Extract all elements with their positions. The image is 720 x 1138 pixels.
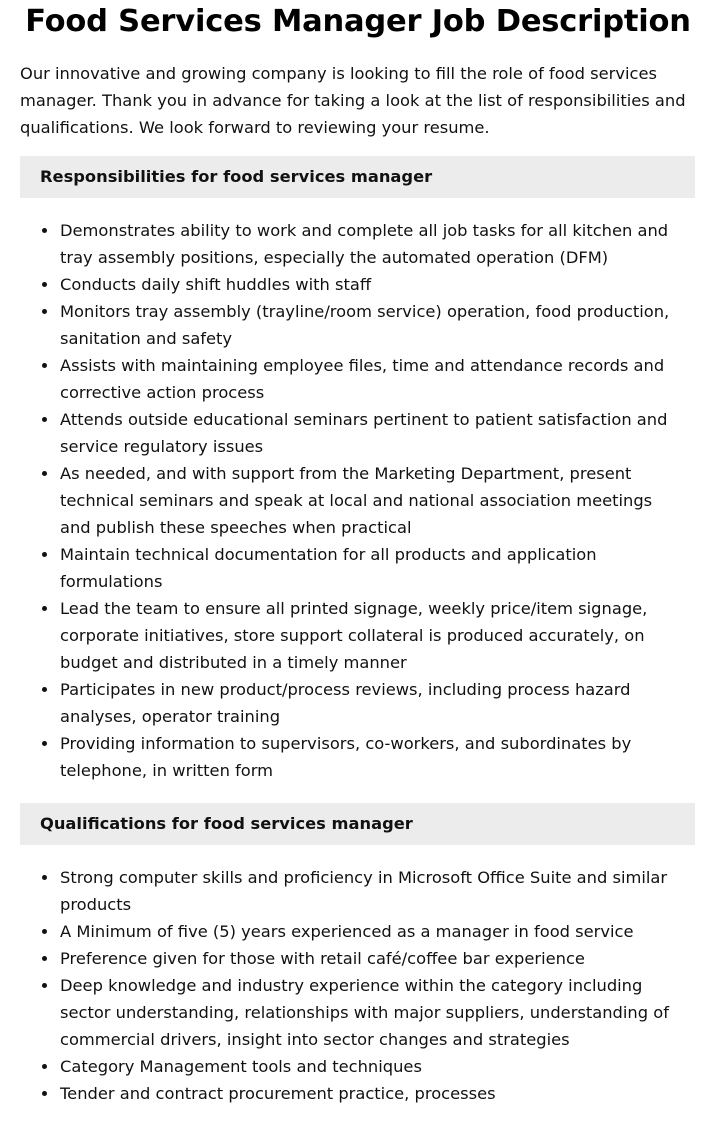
list-item: Deep knowledge and industry experience within the category including sector understanding, relationships with major suppliers, understanding of commercial drivers, insight into sector changes and strategies — [20, 972, 695, 1053]
list-item: Conducts daily shift huddles with staff — [20, 271, 695, 298]
list-item: Category Management tools and techniques — [20, 1053, 695, 1080]
list-item: Maintain technical documentation for all products and application formulations — [20, 541, 695, 595]
list-item: Lead the team to ensure all printed signage, weekly price/item signage, corporate initiatives, store support collateral is produced accurately, on budget and distributed in a timely manner — [20, 595, 695, 676]
responsibilities-heading: Responsibilities for food services manager — [20, 156, 695, 198]
list-item: Assists with maintaining employee files, time and attendance records and corrective action process — [20, 352, 695, 406]
list-item: Strong computer skills and proficiency in Microsoft Office Suite and similar products — [20, 864, 695, 918]
intro-paragraph: Our innovative and growing company is looking to fill the role of food services manager. Thank you in advance for taking a look at the list of responsibilities and qualifications. We look forward to reviewing your resume. — [20, 64, 686, 137]
list-item: A Minimum of five (5) years experienced as a manager in food service — [20, 918, 695, 945]
list-item: Participates in new product/process reviews, including process hazard analyses, operator training — [20, 676, 695, 730]
list-item: Tender and contract procurement practice, processes — [20, 1080, 695, 1107]
page-title: Food Services Manager Job Description — [25, 4, 691, 39]
responsibilities-list — [20, 217, 695, 784]
qualifications-list — [20, 864, 695, 1107]
list-item: Providing information to supervisors, co-workers, and subordinates by telephone, in written form — [20, 730, 695, 784]
list-item: Preference given for those with retail café/coffee bar experience — [20, 945, 695, 972]
list-item: Monitors tray assembly (trayline/room service) operation, food production, sanitation and safety — [20, 298, 695, 352]
qualifications-heading: Qualifications for food services manager — [20, 803, 695, 845]
list-item: Attends outside educational seminars pertinent to patient satisfaction and service regulatory issues — [20, 406, 695, 460]
list-item: As needed, and with support from the Marketing Department, present technical seminars and speak at local and national association meetings and publish these speeches when practical — [20, 460, 695, 541]
list-item: Demonstrates ability to work and complete all job tasks for all kitchen and tray assembly positions, especially the automated operation (DFM) — [20, 217, 695, 271]
